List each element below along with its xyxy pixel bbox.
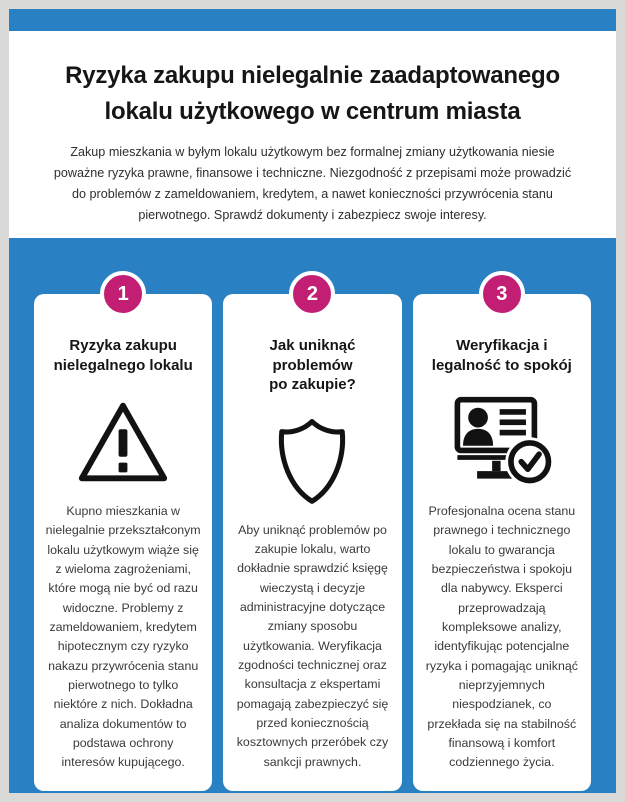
shield-icon [234,409,390,513]
warning-triangle-icon [45,390,201,494]
card-body: Aby uniknąć problemów po zakupie lokalu, warto dokładnie sprawdzić księgę wieczystą i decyzje administracyjne dotyczące zmiany sposobu użytkowania. Weryfikacja zgodności technicznej oraz konsultacja z ekspertami pomagają zabezpieczyć się przed koniecznością kosztownych przeróbek czy sankcji prawnych. [236,522,389,769]
top-accent-bar [9,9,616,31]
card-body: Profesjonalna ocena stanu prawnego i technicznego lokalu to gwarancja bezpieczeństwa i spokoju dla nabywcy. Eksperci przeprowadzają kompleksowe analizy, identyfikując potencjalne ryzyka i pomagając uniknąć nieprzyjemnych niespodzianek, co przekłada się na stabilność finansową i komfort codziennego życia. [425,504,578,770]
number-badge: 1 [100,271,146,317]
card-risks [34,282,212,791]
card-title: Ryzyka zakupu nielegalnego lokalu [53,337,193,374]
card-body: Kupno mieszkania w nielegalnie przekształconym lokalu użytkowym wiąże się z wieloma zagrożeniami, które mogą nie być od razu widoczne. Problemy z zameldowaniem, kredytem hipotecznym czy ryzyko nakazu przywrócenia stanu pierwotnego to tylko niektóre z nich. Dokładna analiza dokumentów to podstawa ochrony interesów kupującego. [45,504,201,770]
header [9,31,616,238]
intro-text: Zakup mieszkania w byłym lokalu użytkowym bez formalnej zmiany użytkowania niesie poważne ryzyka prawne, finansowe i techniczne. Niezgodność z przepisami może prowadzić do problemów z zameldowaniem, kredytem, a nawet konieczności przywrócenia stanu pierwotnego. Sprawdź dokumenty i zabezpiecz swoje interesy. [53,145,572,222]
number-badge: 2 [289,271,335,317]
number-badge: 3 [479,271,525,317]
page-title: Ryzyka zakupu nielegalnie zaadaptowanego lokalu użytkowego w centrum miasta [65,62,560,125]
card-title: Jak uniknąć problemów po zakupie? [269,337,356,393]
id-verification-check-icon [424,390,580,494]
card-verification [413,282,591,791]
card-title: Weryfikacja i legalność to spokój [431,337,572,374]
blue-frame [9,9,616,793]
card-avoid-problems [223,282,401,791]
cards-section [9,238,616,793]
